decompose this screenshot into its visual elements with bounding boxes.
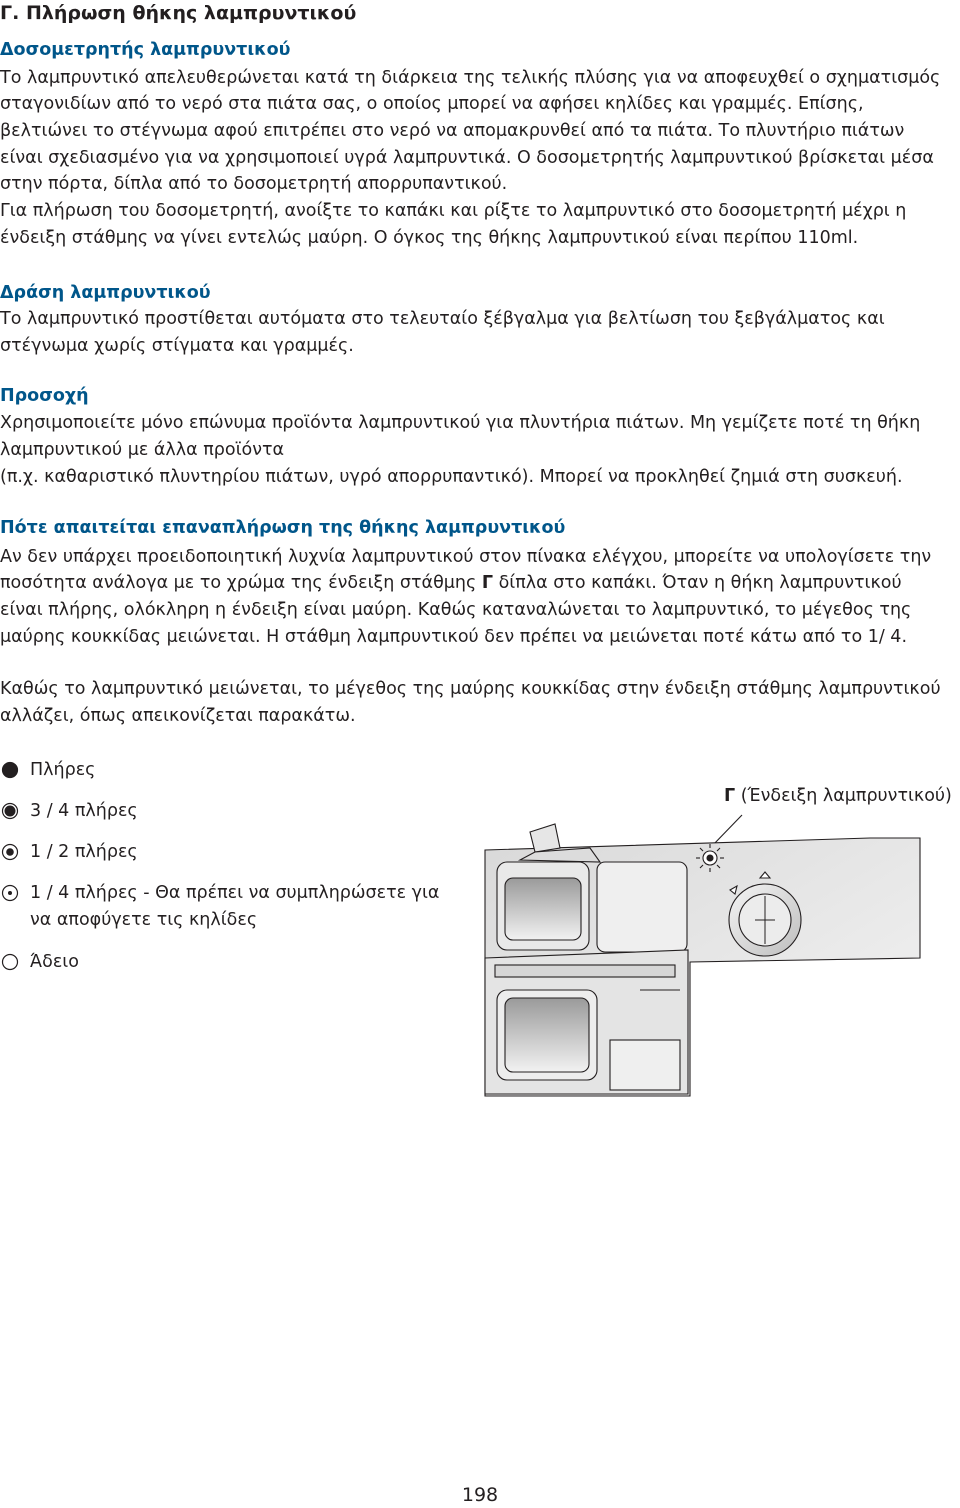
heading-when-to-refill: Πότε απαιτείται επαναπλήρωση της θήκης λαμπρυντικού [0, 518, 566, 538]
s4-line: μαύρης κουκκίδας μειώνεται. Η στάθμη λαμπρυντικού δεν πρέπει να μειώνεται ποτέ κάτω από το 1/ 4. [0, 627, 908, 647]
s3-line: λαμπρυντικού με άλλα προϊόντα [0, 440, 285, 460]
callout-letter: Γ [724, 786, 736, 806]
s1-line: ένδειξη στάθμης να γίνει εντελώς μαύρη. Ο όγκος της θήκης λαμπρυντικού είναι περίπου 110ml. [0, 228, 859, 248]
s4-after-line: Καθώς το λαμπρυντικό μειώνεται, το μέγεθος της μαύρης κουκκίδας στην ένδειξη στάθμης λαμπρυντικού [0, 679, 941, 699]
s4-after-line: αλλάζει, όπως απεικονίζεται παρακάτω. [0, 706, 356, 726]
legend-label: Άδειο [30, 952, 79, 972]
legend-label: 1 / 4 πλήρες - Θα πρέπει να συμπληρώσετε για [30, 883, 440, 903]
s4-line: είναι πλήρης, ολόκληρη η ένδειξη είναι μαύρη. Καθώς καταναλώνεται το λαμπρυντικό, το μέγεθος της [0, 600, 912, 620]
s2-line: Το λαμπρυντικό προστίθεται αυτόματα στο τελευταίο ξέβγαλμα για βελτίωση του ξεβγάλματος και [0, 309, 885, 329]
level-quarter-icon [0, 880, 22, 906]
heading-rinse-aid-action: Δράση λαμπρυντικού [0, 283, 211, 303]
heading-caution: Προσοχή [0, 386, 89, 406]
indicator-letter: Γ [481, 573, 494, 593]
s4-line-part: δίπλα στο καπάκι. Όταν η θήκη λαμπρυντικού [493, 573, 902, 593]
s1-line: σταγονιδίων από το νερό στα πιάτα σας, ο οποίος μπορεί να αφήσει κηλίδες και γραμμές. Επίσης, [0, 94, 864, 114]
s4-line: Αν δεν υπάρχει προειδοποιητική λυχνία λαμπρυντικού στον πίνακα ελέγχου, μπορείτε να υπολογίσετε την [0, 547, 932, 567]
s1-line: βελτιώνει το στέγνωμα αφού επιτρέπει στο νερό να απομακρυνθεί από τα πιάτα. Το πλυντήριο πιάτων [0, 121, 905, 141]
s3-line: (π.χ. καθαριστικό πλυντηρίου πιάτων, υγρό απορρυπαντικό). Μπορεί να προκληθεί ζημιά στη συσκευή. [0, 467, 903, 487]
s4-line [0, 572, 902, 594]
section-title: Γ. Πλήρωση θήκης λαμπρυντικού [0, 2, 357, 24]
s4-line-part: ποσότητα ανάλογα με το χρώμα της ένδειξη στάθμης [0, 573, 482, 593]
legend-label: να αποφύγετε τις κηλίδες [30, 910, 258, 930]
level-empty-icon [0, 949, 22, 975]
legend-label: 3 / 4 πλήρες [30, 801, 138, 821]
s3-line: Χρησιμοποιείτε μόνο επώνυμα προϊόντα λαμπρυντικού για πλυντήρια πιάτων. Μη γεμίζετε ποτέ τη θήκη [0, 413, 921, 433]
page-number: 198 [461, 1484, 499, 1506]
s1-line: Το λαμπρυντικό απελευθερώνεται κατά τη διάρκεια της τελικής πλύσης για να αποφευχθεί ο σχηματισμός [0, 68, 941, 88]
s1-line: είναι σχεδιασμένο για να χρησιμοποιεί υγρά λαμπρυντικά. Ο δοσομετρητής λαμπρυντικού βρίσκεται μέσα [0, 148, 934, 168]
callout-text: (Ένδειξη λαμπρυντικού) [735, 786, 952, 806]
level-full-icon [0, 757, 22, 783]
s1-line: στην πόρτα, δίπλα από το δοσομετρητή απορρυπαντικού. [0, 174, 508, 194]
callout-leader-line [712, 815, 742, 846]
level-three-quarters-icon [0, 798, 22, 824]
legend-label: Πλήρες [30, 760, 96, 780]
dispenser-illustration [470, 800, 950, 1100]
level-half-icon [0, 839, 22, 865]
legend-label: 1 / 2 πλήρες [30, 842, 138, 862]
s1-line: Για πλήρωση του δοσομετρητή, ανοίξτε το καπάκι και ρίξτε το λαμπρυντικό στο δοσομετρητή μέχρι η [0, 201, 907, 221]
s2-line: στέγνωμα χωρίς στίγματα και γραμμές. [0, 336, 354, 356]
heading-rinse-aid-dispenser: Δοσομετρητής λαμπρυντικού [0, 40, 291, 60]
